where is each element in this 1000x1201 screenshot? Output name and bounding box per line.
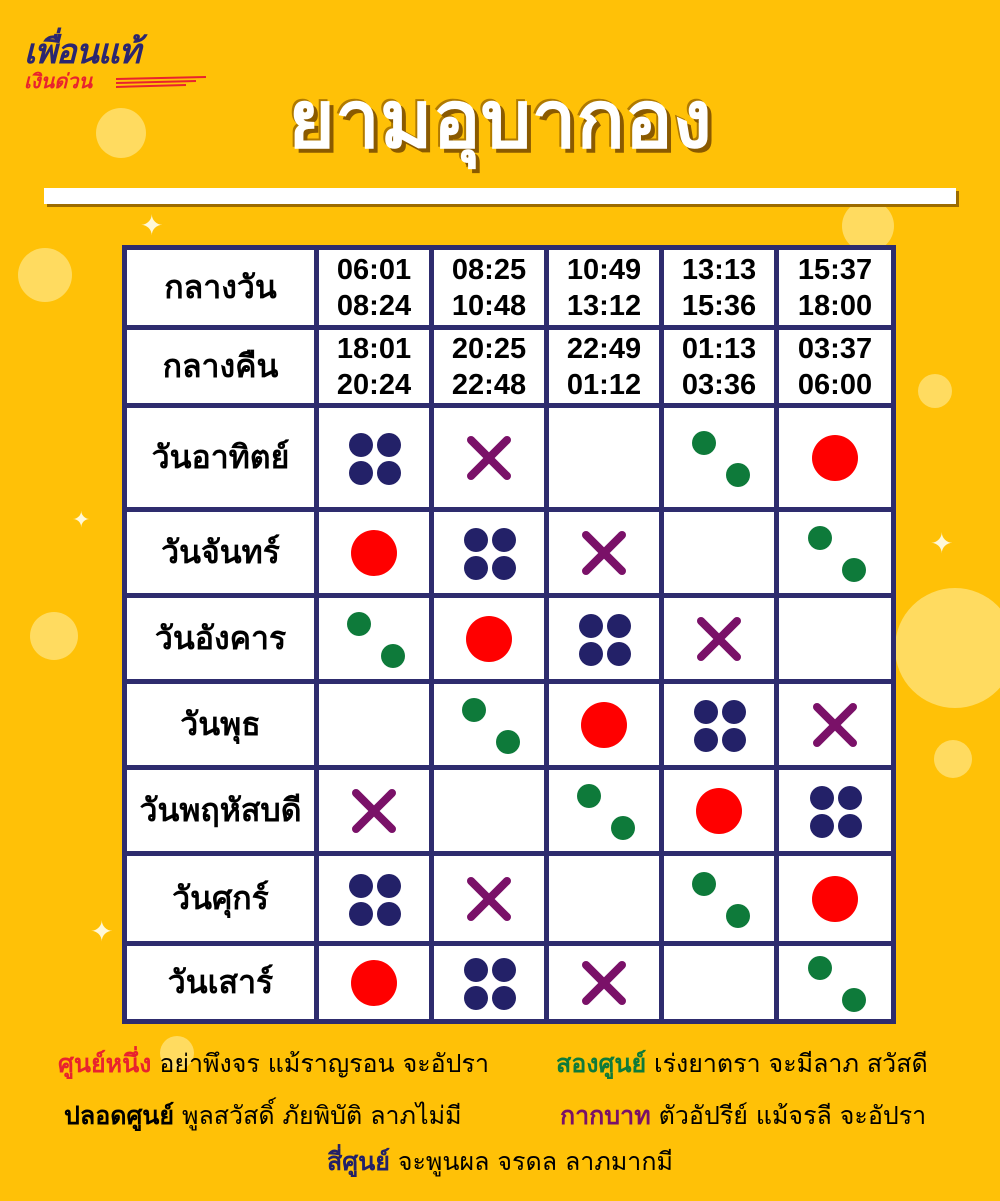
day-label: วันอังคาร	[125, 596, 317, 682]
legend-item-two	[556, 1044, 928, 1084]
time-end: 01:12	[566, 368, 642, 401]
legend-name: กากบาท	[560, 1101, 651, 1130]
bg-bubble	[895, 588, 1000, 708]
time-end: 06:00	[797, 368, 873, 401]
legend-row-3	[0, 1142, 1000, 1182]
symbol-cell	[777, 510, 894, 596]
symbol-cell	[432, 854, 547, 944]
period-row-day	[125, 248, 894, 328]
brand-name: เพื่อนแท้	[24, 32, 141, 72]
period-row-night	[125, 328, 894, 406]
legend-item-one	[58, 1044, 489, 1084]
dot	[377, 902, 401, 926]
dot	[607, 642, 631, 666]
two-dots-icon	[571, 782, 637, 840]
dot	[810, 814, 834, 838]
two-dots-icon	[802, 954, 868, 1012]
time-range	[777, 248, 894, 328]
bg-bubble	[934, 740, 972, 778]
dot	[842, 988, 866, 1012]
four-dots-icon	[686, 696, 752, 754]
dot	[464, 958, 488, 982]
dot	[692, 872, 716, 896]
cross-icon	[686, 610, 752, 668]
time-start: 20:25	[451, 332, 527, 365]
symbol-cell	[317, 944, 432, 1022]
dot	[351, 530, 397, 576]
dot	[351, 960, 397, 1006]
symbol-cell	[317, 854, 432, 944]
dot	[611, 816, 635, 840]
dot	[377, 433, 401, 457]
two-dots-icon	[686, 429, 752, 487]
dot	[347, 612, 371, 636]
dot	[496, 730, 520, 754]
one-dot-icon	[571, 696, 637, 754]
period-label: กลางคืน	[125, 328, 317, 406]
title-underline	[44, 188, 956, 204]
symbol-cell	[432, 510, 547, 596]
dot	[722, 700, 746, 724]
dot	[694, 700, 718, 724]
time-start: 15:37	[797, 253, 873, 286]
time-start: 01:13	[681, 332, 757, 365]
four-dots-icon	[456, 954, 522, 1012]
two-dots-icon	[456, 696, 522, 754]
dot	[492, 986, 516, 1010]
symbol-cell	[662, 682, 777, 768]
symbol-cell	[317, 510, 432, 596]
cross-icon	[571, 524, 637, 582]
four-dots-icon	[341, 429, 407, 487]
symbol-cell	[317, 596, 432, 682]
day-row	[125, 406, 894, 510]
dot	[492, 528, 516, 552]
dot	[838, 786, 862, 810]
bg-bubble	[30, 612, 78, 660]
dot	[696, 788, 742, 834]
dot	[808, 956, 832, 980]
legend-desc: พูลสวัสดิ์ ภัยพิบัติ ลาภไม่มี	[182, 1101, 462, 1130]
sparkle-icon: ✦	[930, 527, 954, 560]
symbol-cell	[662, 510, 777, 596]
dot	[726, 463, 750, 487]
period-label: กลางวัน	[125, 248, 317, 328]
legend-name: สองศูนย์	[556, 1049, 647, 1078]
time-end: 18:00	[797, 289, 873, 322]
dot	[812, 876, 858, 922]
symbol-cell	[432, 596, 547, 682]
legend-desc: อย่าพึงจร แม้ราญรอน จะอัปรา	[159, 1049, 490, 1078]
symbol-cell	[662, 768, 777, 854]
brand-tagline: เงินด่วน	[24, 70, 140, 92]
day-row	[125, 768, 894, 854]
symbol-cell	[662, 406, 777, 510]
dot	[607, 614, 631, 638]
symbol-cell	[317, 406, 432, 510]
time-end: 03:36	[681, 368, 757, 401]
day-label: วันพุธ	[125, 682, 317, 768]
symbol-cell	[662, 854, 777, 944]
four-dots-icon	[456, 524, 522, 582]
day-row	[125, 510, 894, 596]
legend-name: ปลอดศูนย์	[64, 1101, 175, 1130]
day-label: วันอาทิตย์	[125, 406, 317, 510]
symbol-cell	[547, 944, 662, 1022]
time-end: 13:12	[566, 289, 642, 322]
dot	[581, 702, 627, 748]
legend-item-x	[560, 1096, 926, 1136]
cross-icon	[456, 870, 522, 928]
day-label: วันเสาร์	[125, 944, 317, 1022]
time-end: 08:24	[336, 289, 412, 322]
dot	[579, 642, 603, 666]
symbol-cell	[432, 944, 547, 1022]
sparkle-icon: ✦	[140, 209, 164, 242]
legend-desc: ตัวอัปรีย์ แม้จรลี จะอัปรา	[658, 1101, 927, 1130]
dot	[349, 461, 373, 485]
dot	[349, 874, 373, 898]
symbol-cell	[547, 768, 662, 854]
dot	[808, 526, 832, 550]
day-row	[125, 682, 894, 768]
two-dots-icon	[341, 610, 407, 668]
four-dots-icon	[341, 870, 407, 928]
time-start: 03:37	[797, 332, 873, 365]
time-end: 10:48	[451, 289, 527, 322]
day-row	[125, 596, 894, 682]
dot	[492, 556, 516, 580]
day-label: วันพฤหัสบดี	[125, 768, 317, 854]
symbol-cell	[777, 682, 894, 768]
time-range	[777, 328, 894, 406]
time-start: 10:49	[566, 253, 642, 286]
dot	[381, 644, 405, 668]
time-start: 22:49	[566, 332, 642, 365]
two-dots-icon	[802, 524, 868, 582]
symbol-cell	[777, 854, 894, 944]
day-row	[125, 944, 894, 1022]
one-dot-icon	[456, 610, 522, 668]
legend-item-four	[327, 1147, 673, 1176]
time-range	[317, 248, 432, 328]
dot	[722, 728, 746, 752]
dot	[842, 558, 866, 582]
time-start: 08:25	[451, 253, 527, 286]
symbol-cell	[432, 768, 547, 854]
time-range	[662, 248, 777, 328]
dot	[492, 958, 516, 982]
cross-icon	[341, 782, 407, 840]
time-range	[547, 248, 662, 328]
time-end: 22:48	[451, 368, 527, 401]
dot	[462, 698, 486, 722]
dot	[726, 904, 750, 928]
time-start: 06:01	[336, 253, 412, 286]
sparkle-icon: ✦	[72, 508, 91, 533]
symbol-cell	[547, 682, 662, 768]
time-range	[432, 248, 547, 328]
time-start: 18:01	[336, 332, 412, 365]
one-dot-icon	[341, 954, 407, 1012]
symbol-cell	[547, 406, 662, 510]
dot	[349, 902, 373, 926]
cross-icon	[456, 429, 522, 487]
four-dots-icon	[571, 610, 637, 668]
time-range	[317, 328, 432, 406]
dot	[810, 786, 834, 810]
legend-desc: จะพูนผล จรดล ลาภมากมี	[397, 1147, 673, 1176]
cross-icon	[571, 954, 637, 1012]
time-range	[547, 328, 662, 406]
one-dot-icon	[341, 524, 407, 582]
dot	[464, 556, 488, 580]
dot	[812, 435, 858, 481]
dot	[464, 528, 488, 552]
legend-name: สี่ศูนย์	[327, 1147, 390, 1176]
dot	[464, 986, 488, 1010]
one-dot-icon	[802, 429, 868, 487]
day-row	[125, 854, 894, 944]
symbol-cell	[547, 510, 662, 596]
dot	[377, 874, 401, 898]
legend-item-empty	[64, 1096, 462, 1136]
dot	[349, 433, 373, 457]
bg-bubble	[18, 248, 72, 302]
symbol-cell	[547, 854, 662, 944]
page-title: ยามอุบากอง	[288, 73, 712, 166]
time-range	[432, 328, 547, 406]
dot	[579, 614, 603, 638]
symbol-cell	[317, 682, 432, 768]
dot	[377, 461, 401, 485]
symbol-cell	[432, 682, 547, 768]
legend-desc: เร่งยาตรา จะมีลาภ สวัสดี	[654, 1049, 928, 1078]
symbol-cell	[662, 944, 777, 1022]
one-dot-icon	[802, 870, 868, 928]
legend-name: ศูนย์หนึ่ง	[58, 1049, 152, 1078]
day-label: วันศุกร์	[125, 854, 317, 944]
bg-bubble	[918, 374, 952, 408]
symbol-cell	[777, 596, 894, 682]
symbol-cell	[777, 768, 894, 854]
time-start: 13:13	[681, 253, 757, 286]
symbol-cell	[777, 944, 894, 1022]
ubakong-table	[122, 245, 896, 1024]
dot	[466, 616, 512, 662]
dot	[694, 728, 718, 752]
symbol-cell	[662, 596, 777, 682]
symbol-cell	[317, 768, 432, 854]
time-end: 15:36	[681, 289, 757, 322]
day-label: วันจันทร์	[125, 510, 317, 596]
sparkle-icon: ✦	[90, 915, 114, 948]
time-end: 20:24	[336, 368, 412, 401]
symbol-cell	[547, 596, 662, 682]
dot	[577, 784, 601, 808]
symbol-cell	[432, 406, 547, 510]
symbol-cell	[777, 406, 894, 510]
one-dot-icon	[686, 782, 752, 840]
dot	[838, 814, 862, 838]
dot	[692, 431, 716, 455]
time-range	[662, 328, 777, 406]
two-dots-icon	[686, 870, 752, 928]
cross-icon	[802, 696, 868, 754]
four-dots-icon	[802, 782, 868, 840]
